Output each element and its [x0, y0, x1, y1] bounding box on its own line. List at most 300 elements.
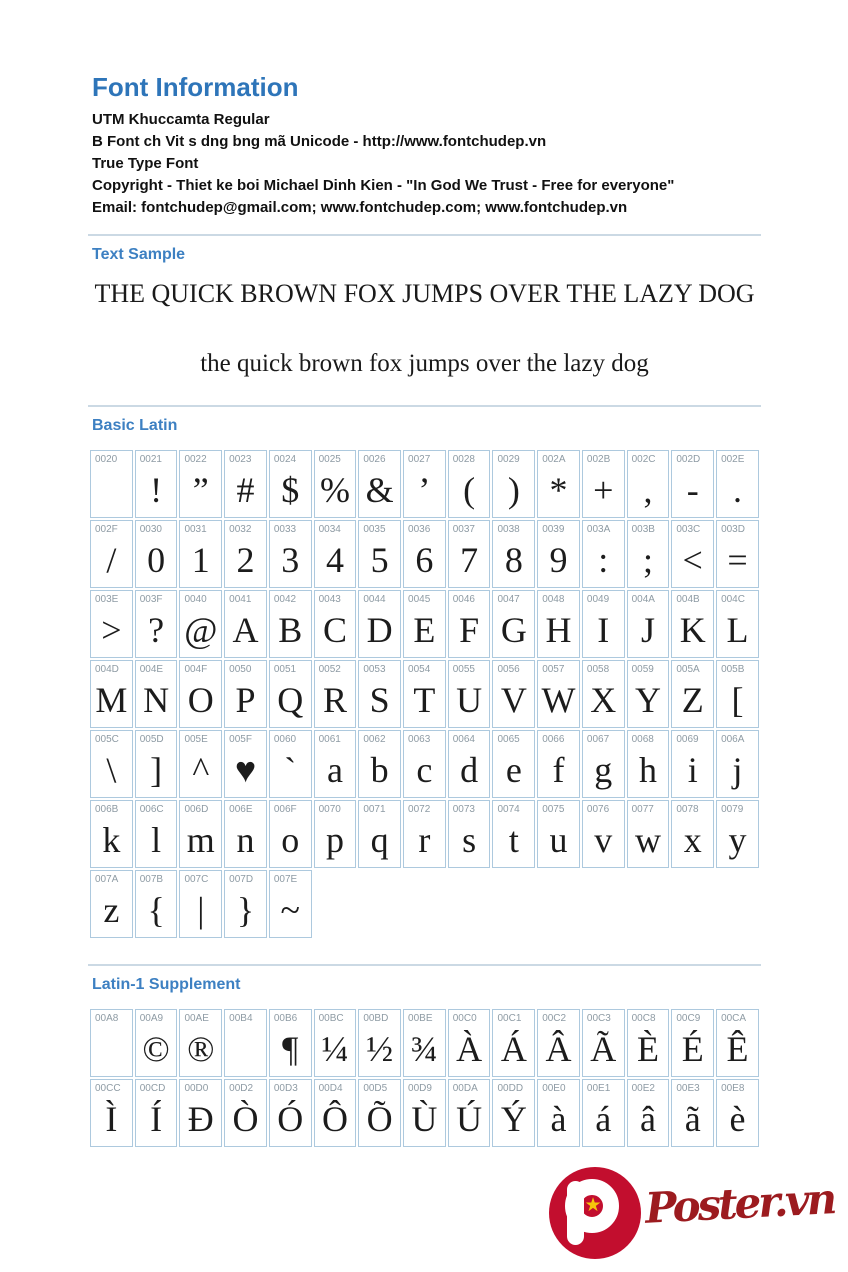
glyph: ©: [142, 1029, 170, 1069]
glyph-cell: [716, 1009, 759, 1077]
glyph-cell: [179, 1009, 222, 1077]
codepoint-label: 00DD: [497, 1083, 524, 1094]
glyph-cell: [492, 590, 535, 658]
codepoint-label: 002D: [676, 454, 701, 465]
glyph-cell: [179, 730, 222, 798]
glyph-cell: [537, 1079, 580, 1147]
codepoint-label: 006B: [95, 804, 119, 815]
codepoint-label: 002E: [721, 454, 745, 465]
codepoint-label: 0075: [542, 804, 565, 815]
glyph: g: [594, 750, 613, 790]
codepoint-label: 0072: [408, 804, 431, 815]
glyph: <: [682, 540, 703, 580]
glyph: 7: [460, 540, 479, 580]
glyph: Z: [681, 680, 704, 720]
glyph: 1: [191, 540, 210, 580]
glyph: 6: [415, 540, 434, 580]
glyph-cell: [537, 520, 580, 588]
codepoint-label: 0071: [363, 804, 386, 815]
codepoint-label: 0060: [273, 734, 297, 745]
glyph-cell: [671, 800, 714, 868]
glyph-cell: [269, 520, 312, 588]
codepoint-label: 00CD: [139, 1083, 166, 1094]
glyph: Â: [545, 1029, 572, 1069]
codepoint-label: 004B: [676, 594, 700, 605]
glyph: b: [370, 750, 389, 790]
glyph-cell: [90, 1079, 133, 1147]
glyph: d: [460, 750, 479, 790]
glyph-cell: [179, 660, 222, 728]
codepoint-label: 002A: [542, 454, 566, 465]
glyph: q: [370, 820, 389, 860]
glyph-cell: [269, 800, 312, 868]
glyph-cell: [403, 590, 446, 658]
codepoint-label: 0063: [408, 734, 431, 745]
codepoint-label: 0037: [452, 524, 475, 535]
glyph: Ô: [321, 1099, 348, 1139]
glyph-cell: [314, 590, 357, 658]
glyph: Ò: [232, 1099, 259, 1139]
glyph: Õ: [366, 1099, 393, 1139]
codepoint-label: 0066: [542, 734, 565, 745]
glyph: Ê: [726, 1029, 749, 1069]
codepoint-label: 00A8: [95, 1013, 119, 1024]
font-description-line: B Font ch Vit s dng bng mã Unicode - http://www.fontchudep.vn: [92, 133, 547, 150]
glyph-cell: [627, 450, 670, 518]
codepoint-label: 007B: [139, 874, 164, 885]
glyph: 4: [325, 540, 344, 580]
glyph: /: [106, 540, 117, 580]
glyph-cell: [269, 730, 312, 798]
codepoint-label: 007E: [273, 874, 298, 885]
glyph: $: [281, 470, 300, 510]
codepoint-label: 006D: [184, 804, 209, 815]
glyph-cell: [492, 800, 535, 868]
glyph: P: [235, 680, 256, 720]
glyph: á: [595, 1099, 612, 1139]
glyph: !: [150, 470, 163, 510]
codepoint-label: 0045: [408, 594, 431, 605]
codepoint-label: 00E2: [631, 1083, 655, 1094]
codepoint-label: 00BE: [408, 1013, 433, 1024]
codepoint-label: 00D0: [184, 1083, 209, 1094]
glyph: @: [184, 610, 218, 650]
glyph-cell: [135, 590, 178, 658]
codepoint-label: 00B6: [273, 1013, 298, 1024]
glyph: v: [594, 820, 613, 860]
glyph: w: [634, 820, 661, 860]
glyph-cell: [269, 450, 312, 518]
glyph-cell: [224, 870, 267, 938]
glyph-cell: [627, 1009, 670, 1077]
glyph-cell: [403, 660, 446, 728]
glyph-cell: [627, 800, 670, 868]
glyph-cell: [224, 1079, 267, 1147]
codepoint-label: 002F: [95, 524, 118, 535]
glyph: m: [186, 820, 215, 860]
glyph-row: [90, 590, 759, 658]
glyph-cell: [358, 660, 401, 728]
codepoint-label: 0061: [318, 734, 341, 745]
glyph: Ã: [590, 1029, 617, 1069]
glyph-cell: [314, 800, 357, 868]
codepoint-label: 003B: [631, 524, 655, 535]
glyph-cell: [224, 450, 267, 518]
glyph-cell: [537, 660, 580, 728]
glyph: \: [106, 750, 117, 790]
codepoint-label: 00E0: [542, 1083, 566, 1094]
codepoint-label: 004E: [139, 664, 164, 675]
glyph-cell: [448, 520, 491, 588]
glyph: -: [686, 470, 699, 510]
glyph: [91, 466, 132, 516]
codepoint-label: 00E3: [676, 1083, 700, 1094]
glyph-cell: [314, 1079, 357, 1147]
glyph: =: [727, 540, 748, 580]
glyph: 0: [147, 540, 166, 580]
glyph: `: [284, 750, 297, 790]
codepoint-label: 00C2: [542, 1013, 567, 1024]
latin1-supplement-table: [88, 1007, 761, 1149]
codepoint-label: 00D2: [229, 1083, 254, 1094]
glyph: L: [726, 610, 749, 650]
codepoint-label: 0026: [363, 454, 386, 465]
codepoint-label: 0059: [631, 664, 654, 675]
glyph: 5: [370, 540, 389, 580]
codepoint-label: 0053: [363, 664, 386, 675]
codepoint-label: 0056: [497, 664, 520, 675]
codepoint-label: 004C: [721, 594, 745, 605]
font-email-line: Email: fontchudep@gmail.com; www.fontchudep.com; www.fontchudep.vn: [92, 199, 628, 216]
glyph-cell: [627, 730, 670, 798]
glyph: J: [640, 610, 655, 650]
glyph: }: [236, 890, 255, 930]
glyph-row: [90, 800, 759, 868]
glyph: È: [636, 1029, 659, 1069]
glyph: O: [187, 680, 214, 720]
glyph: ’: [418, 470, 431, 510]
codepoint-label: 0079: [721, 804, 744, 815]
glyph-cell: [90, 660, 133, 728]
glyph: [225, 1025, 266, 1075]
glyph-cell: [358, 800, 401, 868]
glyph: R: [322, 680, 347, 720]
codepoint-label: 00C3: [586, 1013, 611, 1024]
glyph: D: [366, 610, 393, 650]
glyph-cell: [358, 730, 401, 798]
glyph-cell: [716, 660, 759, 728]
glyph-cell: [582, 800, 625, 868]
codepoint-label: 0054: [408, 664, 431, 675]
glyph-cell: [314, 1009, 357, 1077]
glyph-cell: [358, 590, 401, 658]
codepoint-label: 0069: [676, 734, 699, 745]
codepoint-label: 00C1: [497, 1013, 522, 1024]
glyph-cell: [403, 1079, 446, 1147]
codepoint-label: 0070: [318, 804, 341, 815]
glyph: U: [456, 680, 483, 720]
codepoint-label: 00CA: [721, 1013, 747, 1024]
glyph: u: [549, 820, 568, 860]
codepoint-label: 0058: [586, 664, 610, 675]
codepoint-label: 00D5: [363, 1083, 388, 1094]
glyph: f: [552, 750, 565, 790]
basic-latin-heading: Basic Latin: [92, 417, 178, 434]
pangram-uppercase: THE QUICK BROWN FOX JUMPS OVER THE LAZY DOG: [94, 279, 755, 308]
codepoint-label: 0033: [273, 524, 297, 535]
glyph: ½: [366, 1029, 394, 1069]
glyph-cell: [179, 590, 222, 658]
glyph: ¼: [321, 1029, 349, 1069]
watermark-brand-text: Poster.vn: [643, 1174, 836, 1233]
glyph-cell: [716, 450, 759, 518]
codepoint-label: 005A: [676, 664, 700, 675]
glyph-cell: [90, 590, 133, 658]
codepoint-label: 0022: [184, 454, 207, 465]
codepoint-label: 004D: [95, 664, 119, 675]
glyph-cell: [90, 450, 133, 518]
glyph-cell: [135, 730, 178, 798]
glyph-cell: [492, 520, 535, 588]
glyph: >: [101, 610, 122, 650]
glyph-cell: [448, 1009, 491, 1077]
glyph: a: [326, 750, 343, 790]
codepoint-label: 002B: [586, 454, 611, 465]
basic-latin-table: [88, 448, 761, 940]
codepoint-label: 007A: [95, 874, 119, 885]
glyph-cell: [671, 730, 714, 798]
codepoint-label: 004F: [184, 664, 208, 675]
glyph-cell: [627, 590, 670, 658]
glyph: e: [505, 750, 522, 790]
glyph-cell: [179, 520, 222, 588]
glyph: C: [322, 610, 347, 650]
glyph-cell: [582, 590, 625, 658]
glyph-cell: [403, 1009, 446, 1077]
glyph-cell: [448, 660, 491, 728]
glyph-cell: [179, 800, 222, 868]
glyph: s: [462, 820, 477, 860]
glyph: Q: [277, 680, 304, 720]
glyph: .: [733, 470, 743, 510]
codepoint-label: 007C: [184, 874, 209, 885]
codepoint-label: 0029: [497, 454, 520, 465]
glyph: ”: [192, 470, 209, 510]
glyph: z: [103, 890, 120, 930]
glyph-cell: [671, 660, 714, 728]
codepoint-label: 006F: [273, 804, 297, 815]
codepoint-label: 005C: [95, 734, 119, 745]
glyph-cell: [448, 1079, 491, 1147]
glyph-cell: [537, 800, 580, 868]
glyph: %: [319, 470, 350, 510]
glyph: ): [507, 470, 520, 510]
glyph: h: [638, 750, 657, 790]
page-title: Font Information: [92, 72, 299, 102]
glyph-cell: [492, 1009, 535, 1077]
text-sample-heading: Text Sample: [92, 246, 186, 263]
glyph: l: [151, 820, 162, 860]
glyph: Á: [500, 1029, 527, 1069]
glyph: E: [413, 610, 436, 650]
glyph: ^: [192, 750, 210, 790]
glyph: ;: [642, 540, 653, 580]
glyph: Đ: [187, 1099, 214, 1139]
glyph-cell: [135, 1009, 178, 1077]
glyph: |: [197, 890, 205, 930]
glyph: i: [687, 750, 698, 790]
pangram-lowercase: the quick brown fox jumps over the lazy dog: [200, 350, 649, 377]
glyph-cell: [224, 800, 267, 868]
codepoint-label: 0031: [184, 524, 207, 535]
codepoint-label: 0042: [273, 594, 297, 605]
glyph: è: [729, 1099, 746, 1139]
codepoint-label: 0040: [184, 594, 207, 605]
codepoint-label: 0077: [631, 804, 654, 815]
glyph-cell: [224, 590, 267, 658]
codepoint-label: 00AE: [184, 1013, 209, 1024]
codepoint-label: 0034: [318, 524, 341, 535]
glyph-cell: [135, 660, 178, 728]
glyph-row: [90, 1079, 759, 1147]
codepoint-label: 0068: [631, 734, 654, 745]
codepoint-label: 00C9: [676, 1013, 701, 1024]
glyph: Ó: [277, 1099, 304, 1139]
glyph-cell: [627, 1079, 670, 1147]
codepoint-label: 0051: [273, 664, 297, 675]
glyph-cell: [135, 450, 178, 518]
glyph: [: [731, 680, 744, 720]
glyph: X: [590, 680, 617, 720]
glyph: Ì: [105, 1099, 118, 1139]
glyph: H: [545, 610, 572, 650]
glyph-cell: [135, 1079, 178, 1147]
glyph: r: [418, 820, 431, 860]
glyph: c: [416, 750, 433, 790]
codepoint-label: 006A: [721, 734, 745, 745]
glyph: ]: [150, 750, 163, 790]
glyph-cell: [403, 800, 446, 868]
glyph: G: [500, 610, 527, 650]
glyph: 9: [549, 540, 568, 580]
glyph: [91, 1025, 132, 1075]
glyph: ,: [643, 470, 653, 510]
codepoint-label: 005B: [721, 664, 745, 675]
glyph-cell: [90, 520, 133, 588]
glyph: ®: [187, 1029, 215, 1069]
codepoint-label: 0048: [542, 594, 565, 605]
glyph: y: [728, 820, 747, 860]
codepoint-label: 0076: [586, 804, 610, 815]
glyph: t: [508, 820, 519, 860]
codepoint-label: 0052: [318, 664, 341, 675]
codepoint-label: 0057: [542, 664, 565, 675]
glyph-cell: [537, 450, 580, 518]
glyph-cell: [671, 1079, 714, 1147]
glyph: M: [95, 680, 128, 720]
glyph: Ú: [456, 1099, 483, 1139]
glyph: &: [365, 470, 394, 510]
glyph: ?: [148, 610, 165, 650]
glyph-cell: [224, 520, 267, 588]
glyph: Í: [150, 1099, 163, 1139]
codepoint-label: 00C8: [631, 1013, 656, 1024]
codepoint-label: 0030: [139, 524, 162, 535]
codepoint-label: 0025: [318, 454, 341, 465]
glyph-cell: [135, 870, 178, 938]
glyph: A: [232, 610, 259, 650]
codepoint-label: 003D: [721, 524, 745, 535]
section-divider: [88, 234, 761, 236]
glyph: *: [549, 470, 568, 510]
codepoint-label: 0020: [95, 454, 118, 465]
codepoint-label: 0023: [229, 454, 252, 465]
glyph: ~: [280, 890, 300, 930]
glyph-cell: [224, 1009, 267, 1077]
section-divider: [88, 405, 761, 407]
font-info-block: [92, 109, 848, 219]
glyph-cell: [582, 660, 625, 728]
glyph-cell: [671, 590, 714, 658]
codepoint-label: 00E1: [586, 1083, 611, 1094]
codepoint-label: 00B4: [229, 1013, 253, 1024]
glyph-cell: [269, 660, 312, 728]
latin1-supplement-heading: Latin-1 Supplement: [92, 976, 241, 993]
codepoint-label: 0073: [452, 804, 475, 815]
glyph-cell: [671, 450, 714, 518]
codepoint-label: 0050: [229, 664, 252, 675]
glyph: ♥: [234, 750, 257, 790]
codepoint-label: 00CC: [95, 1083, 121, 1094]
glyph-cell: [314, 730, 357, 798]
glyph: ã: [684, 1099, 701, 1139]
glyph-cell: [314, 450, 357, 518]
glyph-cell: [403, 450, 446, 518]
glyph: ¾: [410, 1029, 438, 1069]
glyph: n: [236, 820, 255, 860]
glyph: Y: [634, 680, 661, 720]
glyph: K: [679, 610, 706, 650]
glyph-cell: [582, 450, 625, 518]
glyph-cell: [537, 590, 580, 658]
codepoint-label: 0024: [273, 454, 297, 465]
codepoint-label: 0036: [408, 524, 431, 535]
codepoint-label: 00DA: [452, 1083, 478, 1094]
codepoint-label: 0067: [586, 734, 610, 745]
codepoint-label: 00BC: [318, 1013, 344, 1024]
glyph: 8: [504, 540, 523, 580]
codepoint-label: 00A9: [139, 1013, 164, 1024]
glyph: k: [102, 820, 121, 860]
glyph-cell: [90, 730, 133, 798]
glyph: {: [147, 890, 165, 930]
glyph-cell: [448, 800, 491, 868]
glyph-cell: [582, 520, 625, 588]
glyph-cell: [582, 1079, 625, 1147]
glyph-cell: [716, 800, 759, 868]
glyph-cell: [358, 450, 401, 518]
glyph-cell: [135, 520, 178, 588]
glyph: 2: [236, 540, 255, 580]
glyph-cell: [716, 1079, 759, 1147]
codepoint-label: 0032: [229, 524, 252, 535]
codepoint-label: 0039: [542, 524, 565, 535]
glyph-cell: [448, 730, 491, 798]
codepoint-label: 0047: [497, 594, 520, 605]
star-icon: ★: [584, 1195, 602, 1216]
glyph-row: [90, 730, 759, 798]
glyph: 3: [281, 540, 300, 580]
